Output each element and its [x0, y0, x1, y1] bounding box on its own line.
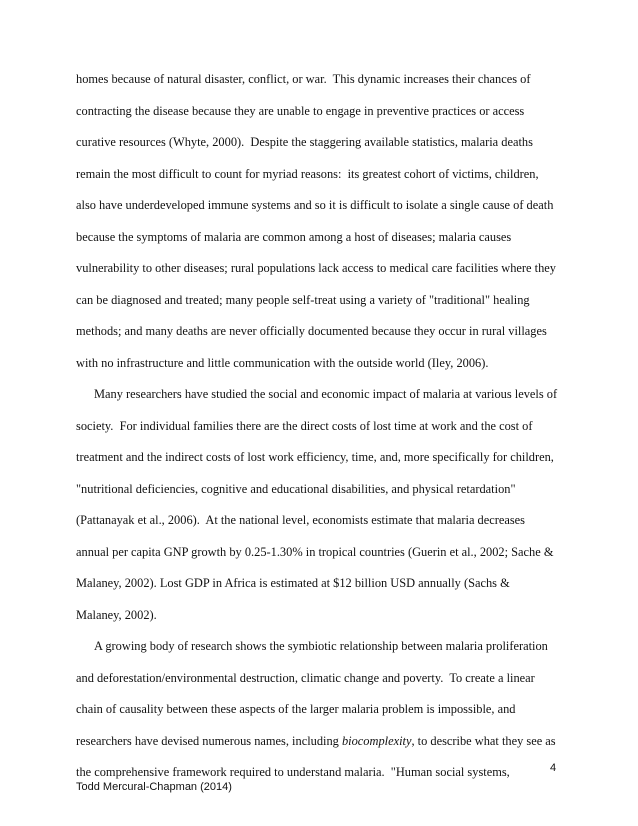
body-text-line: vulnerability to other diseases; rural populations lack access to medical care facilities where they [76, 261, 556, 275]
body-text-line: remain the most difficult to count for myriad reasons: its greatest cohort of victims, children, [76, 167, 539, 181]
page-number: 4 [550, 762, 557, 774]
body-text-line: methods; and many deaths are never officially documented because they occur in rural villages [76, 324, 547, 338]
body-text-line: Many researchers have studied the social and economic impact of malaria at various levels of [94, 387, 558, 401]
body-text-line: because the symptoms of malaria are common among a host of diseases; malaria causes [76, 230, 512, 244]
body-text-line: Malaney, 2002). Lost GDP in Africa is estimated at $12 billion USD annually (Sachs & [76, 576, 510, 590]
body-text-line: homes because of natural disaster, conflict, or war. This dynamic increases their chances of [76, 72, 531, 86]
body-text-line: curative resources (Whyte, 2000). Despite the staggering available statistics, malaria deaths [76, 135, 533, 149]
body-text-line: annual per capita GNP growth by 0.25-1.30% in tropical countries (Guerin et al., 2002; Sache & [76, 545, 554, 559]
body-text-line: society. For individual families there are the direct costs of lost time at work and the cost of [76, 419, 533, 433]
text-segment: , to describe what they see as [411, 734, 556, 748]
text-segment: researchers have devised numerous names, including [76, 734, 342, 748]
italic-term: biocomplexity [341, 734, 412, 748]
body-text-line: "nutritional deficiencies, cognitive and educational disabilities, and physical retardation" [76, 482, 516, 496]
body-text-line: can be diagnosed and treated; many people self-treat using a variety of "traditional" healing [76, 293, 530, 307]
body-text-line [76, 733, 556, 749]
body-text-line: and deforestation/environmental destruction, climatic change and poverty. To create a linear [76, 671, 535, 685]
body-text-line: the comprehensive framework required to understand malaria. "Human social systems, [76, 765, 510, 779]
body-text-line: chain of causality between these aspects of the larger malaria problem is impossible, and [76, 702, 516, 716]
body-text-line: A growing body of research shows the symbiotic relationship between malaria proliferation [94, 639, 548, 653]
body-text-line: also have underdeveloped immune systems and so it is difficult to isolate a single cause of death [76, 198, 554, 212]
body-text-line: contracting the disease because they are unable to engage in preventive practices or access [76, 104, 525, 118]
body-text-line: treatment and the indirect costs of lost work efficiency, time, and, more specifically for children, [76, 450, 554, 464]
footer-text: Todd Mercural-Chapman (2014) [76, 781, 232, 793]
body-text-line: Malaney, 2002). [76, 608, 157, 622]
body-text-line: with no infrastructure and little communication with the outside world (Iley, 2006). [76, 356, 489, 370]
body-text-line: (Pattanayak et al., 2006). At the national level, economists estimate that malaria decreases [76, 513, 526, 527]
